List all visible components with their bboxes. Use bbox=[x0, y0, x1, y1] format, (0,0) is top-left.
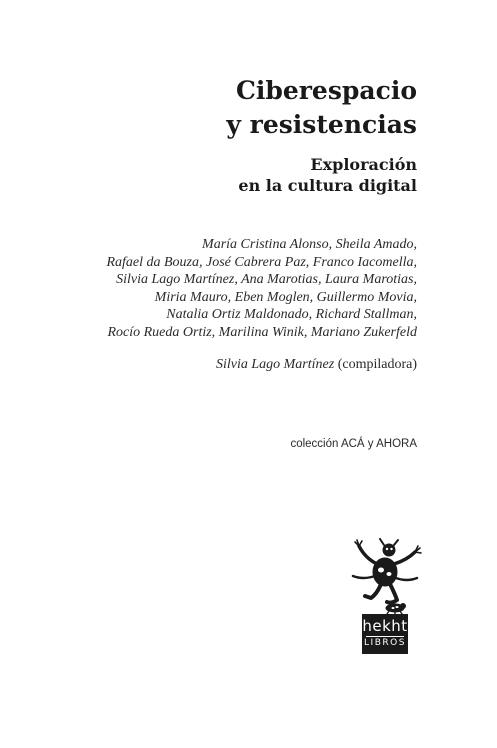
author-line: Rafael da Bouza, José Cabrera Paz, Franco Iacomella, bbox=[106, 254, 417, 270]
collection-name: colección ACÁ y AHORA bbox=[290, 438, 417, 450]
publisher-brand-sub: LIBROS bbox=[364, 638, 406, 648]
dancing-figure-icon bbox=[345, 538, 425, 614]
book-subtitle-line-1: Exploración bbox=[310, 155, 417, 174]
book-title-line-1: Ciberespacio bbox=[235, 76, 417, 105]
compiler-name: Silvia Lago Martínez bbox=[215, 357, 335, 372]
book-title-line-2: y resistencias bbox=[226, 110, 417, 139]
author-line: Natalia Ortiz Maldonado, Richard Stallman, bbox=[166, 307, 417, 322]
publisher-brand: hekht bbox=[362, 617, 408, 635]
publisher-logo bbox=[345, 538, 425, 663]
compiler-role: (compiladora) bbox=[337, 357, 417, 372]
logo-divider bbox=[366, 636, 404, 637]
book-title bbox=[226, 74, 417, 142]
author-list bbox=[106, 236, 417, 341]
author-line: María Cristina Alonso, Sheila Amado, bbox=[202, 237, 417, 252]
publisher-logo-box bbox=[362, 614, 408, 654]
author-line: Silvia Lago Martínez, Ana Marotias, Laura Marotias, bbox=[116, 272, 417, 287]
author-line: Rocío Rueda Ortiz, Marilina Winik, Mariano Zukerfeld bbox=[107, 324, 417, 340]
author-line: Miria Mauro, Eben Moglen, Guillermo Movia, bbox=[154, 289, 417, 305]
book-subtitle-line-2: en la cultura digital bbox=[238, 176, 417, 195]
compiler-credit bbox=[216, 357, 417, 373]
book-subtitle bbox=[238, 154, 417, 196]
